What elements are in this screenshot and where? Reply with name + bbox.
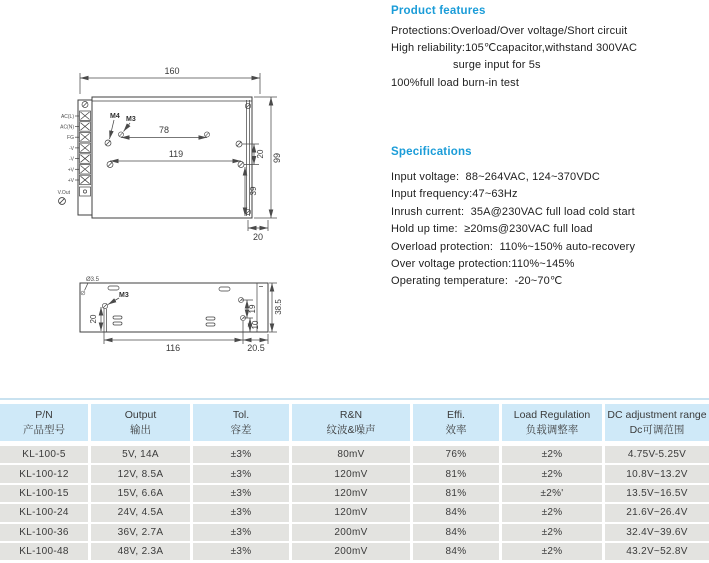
table-cell: ±2%' [502,485,602,502]
table-cell: 5V, 14A [91,446,190,463]
table-top-border [0,398,709,400]
specifications-heading: Specifications [391,146,472,158]
top-view-drawing [58,66,282,242]
label-m3: M3 [126,116,136,123]
header-cn: 输出 [130,423,151,436]
dim-height: 99 [272,152,282,164]
header-cn: 负载调整率 [525,423,579,436]
table-cell: KL-100-5 [0,446,88,463]
table-cell: 200mV [292,543,410,560]
specifications-section [391,146,709,291]
table-cell: 76% [413,446,499,463]
label-hole-diameter: Ø3.5 [86,277,100,283]
spec-line: Hold up time: ≥20ms@230VAC full load [391,223,593,236]
table-cell: 21.6V~26.4V [605,504,709,521]
table-cell: 12V, 8.5A [91,465,190,482]
table-header-cell [413,404,499,441]
table-cell: 84% [413,543,499,560]
dimension-drawings [0,0,380,396]
header-cn: 效率 [445,423,467,436]
table-cell: ±3% [193,543,289,560]
dim-left20: 20 [89,314,98,324]
spec-line: Operating temperature: -20~70℃ [391,275,563,288]
header-en: Load Regulation [513,409,591,422]
table-cell: KL-100-24 [0,504,88,521]
table-cell: ±3% [193,524,289,541]
table-cell: KL-100-48 [0,543,88,560]
header-cn: 纹波&噪声 [326,423,376,436]
terminal-label: -V [69,156,74,163]
table-cell: ±3% [193,465,289,482]
feature-line: surge input for 5s [453,59,541,72]
table-cell: 81% [413,465,499,482]
table-cell: ±2% [502,543,602,560]
table-cell: ±2% [502,524,602,541]
dim-width: 160 [164,66,180,76]
dim-height-bottom: 38.5 [274,299,283,315]
features-section [391,5,709,92]
bottom-view-drawing [80,277,283,353]
dim-right39: 39 [249,186,258,196]
table-cell: ±2% [502,465,602,482]
dim-right20: 20 [256,149,265,159]
table-cell: 84% [413,524,499,541]
terminal-label: AC(L) [60,114,74,120]
table-cell: 200mV [292,524,410,541]
spec-table [0,398,709,560]
table-cell: 24V, 4.5A [91,504,190,521]
terminal-label: +V [67,167,74,174]
table-cell: ±3% [193,446,289,463]
header-en: DC adjustment range [607,409,707,422]
dim-bottom20: 20 [252,232,264,242]
table-cell: KL-100-15 [0,485,88,502]
spec-line: Inrush current: 35A@230VAC full load cold start [391,205,635,218]
terminal-label: V.Out [57,190,70,196]
table-cell: 15V, 6.6A [91,485,190,502]
terminal-label: FG [67,135,74,142]
feature-line: 100%full load burn-in test [391,76,520,89]
table-cell: 120mV [292,465,410,482]
table-cell: 48V, 2.3A [91,543,190,560]
table-cell: 43.2V~52.8V [605,543,709,560]
header-en: Tol. [232,409,250,422]
header-en: R&N [339,409,363,422]
spec-line: Over voltage protection:110%~145% [391,258,575,271]
dim-span119: 119 [168,149,184,159]
header-cn: Dc可调范围 [629,423,685,436]
table-cell: ±3% [193,504,289,521]
table-cell: ±2% [502,504,602,521]
table-cell: KL-100-36 [0,524,88,541]
dim-right10: 10 [251,320,260,330]
label-m3-bottom: M3 [119,292,129,299]
table-cell: 81% [413,485,499,502]
table-header-cell [502,404,602,441]
table-cell: ±2% [502,446,602,463]
table-header-cell [91,404,190,441]
table-cell: KL-100-12 [0,465,88,482]
table-header-cell [0,404,88,441]
terminal-label: +V [67,178,74,184]
spec-line: Input voltage: 88~264VAC, 124~370VDC [391,171,600,183]
label-m4: M4 [110,113,120,120]
table-cell: ±3% [193,485,289,502]
feature-line: Protections:Overload/Over voltage/Short circuit [391,25,628,37]
feature-line: High reliability:105℃capacitor,withstand 300VAC [391,42,638,55]
spec-line: Overload protection: 110%~150% auto-recovery [391,240,636,253]
table-cell: 84% [413,504,499,521]
features-heading: Product features [391,5,486,17]
terminal-labels [58,114,79,196]
table-header-cell [605,404,709,441]
table-cell: 4.75V-5.25V [605,446,709,463]
header-cn: 容差 [230,423,252,436]
header-en: Effi. [447,409,465,422]
table-cell: 120mV [292,504,410,521]
header-en: P/N [35,409,53,422]
spec-line: Input frequency:47~63Hz [391,188,518,201]
table-cell: 10.8V~13.2V [605,465,709,482]
table-header-cell [292,404,410,441]
table-cell: 120mV [292,485,410,502]
header-en: Output [124,409,157,422]
dim-span78: 78 [158,125,170,135]
table-header-row [0,404,709,441]
terminal-label: -V [69,145,74,152]
terminal-label: AC(N) [60,124,74,131]
dim-length: 116 [165,343,181,353]
header-cn: 产品型号 [23,423,65,436]
table-body [0,446,709,560]
table-cell: 32.4V~39.6V [605,524,709,541]
table-header-cell [193,404,289,441]
dim-right19: 19 [248,304,257,314]
table-cell: 80mV [292,446,410,463]
dim-end: 20.5 [247,343,265,353]
table-cell: 13.5V~16.5V [605,485,709,502]
table-cell: 36V, 2.7A [91,524,190,541]
